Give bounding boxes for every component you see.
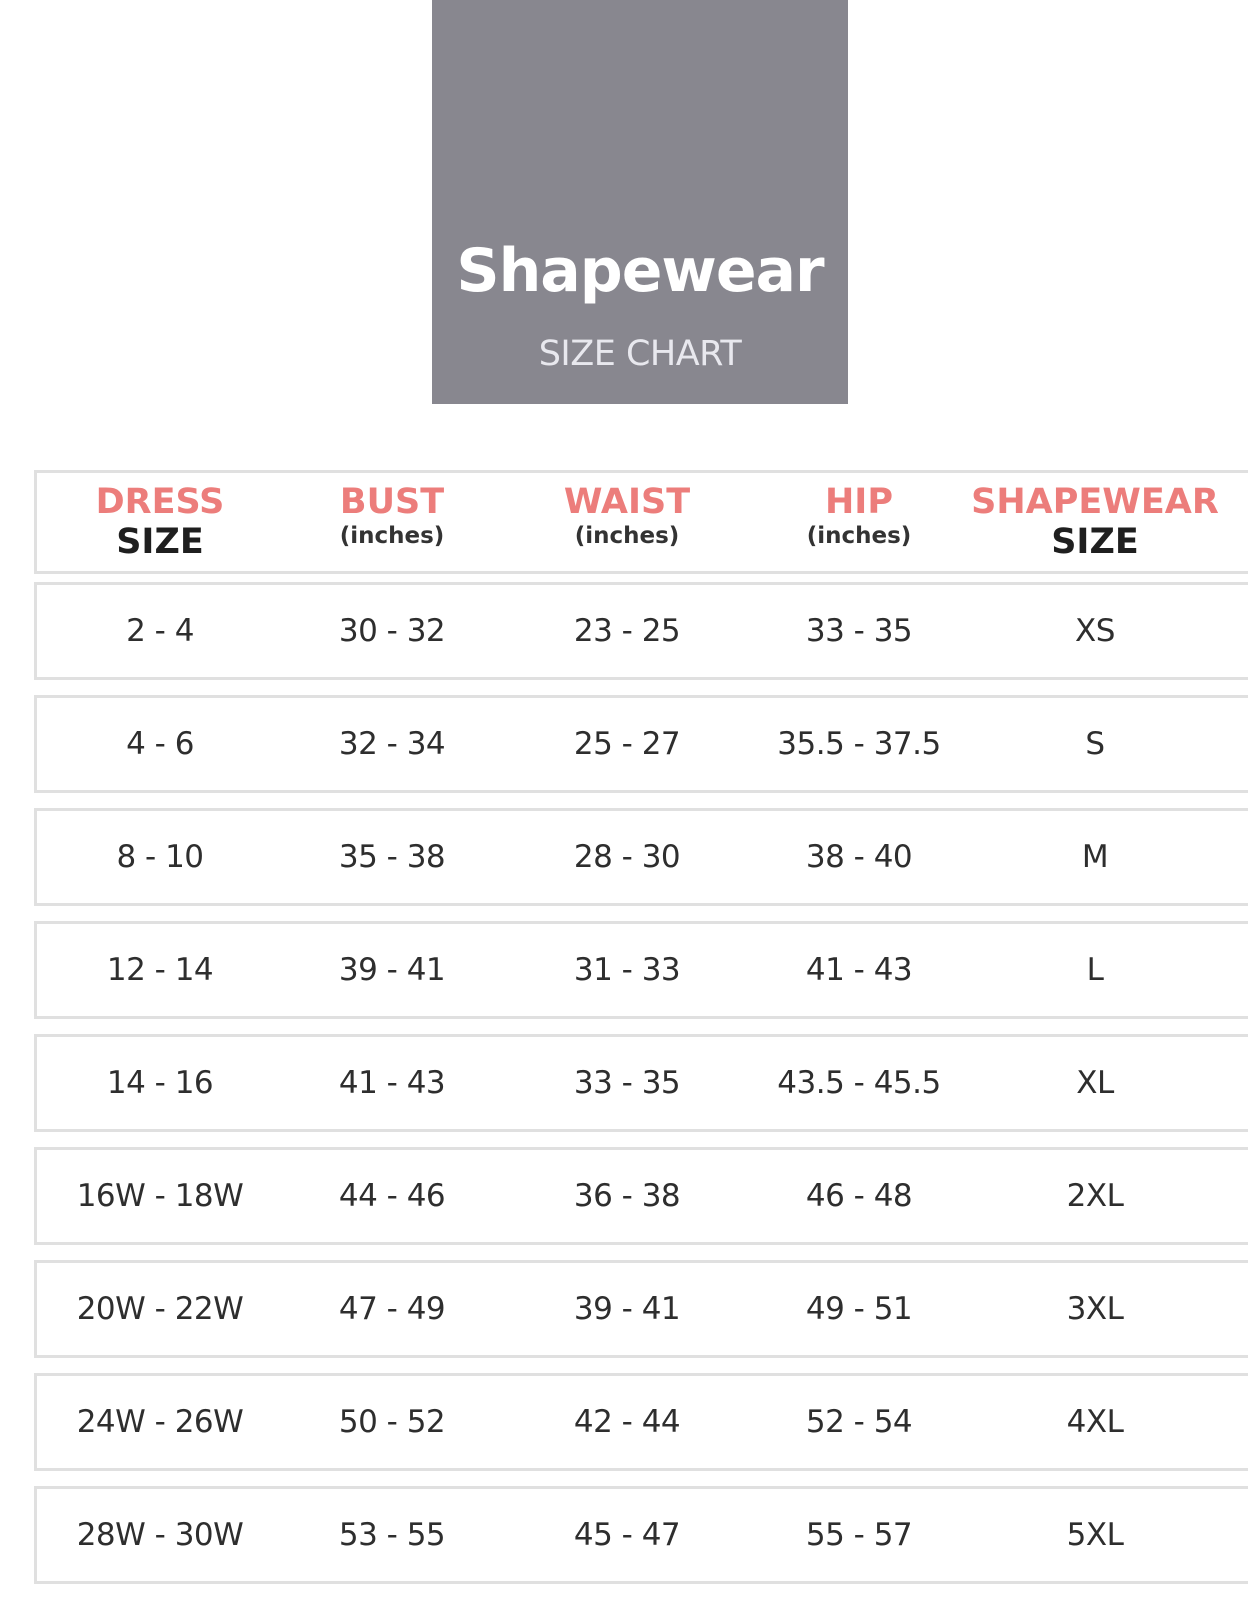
header-waist-label: WAIST [563,482,691,522]
dress-size-cell: 14 - 16 [106,1065,214,1101]
header-bust-unit: (inches) [339,523,445,549]
hip-cell: 52 - 54 [805,1404,913,1440]
table-row [34,921,1248,1019]
bust-cell: 41 - 43 [338,1065,446,1101]
size-chart-table [34,470,1248,1599]
bust-cell: 44 - 46 [338,1178,446,1214]
shapewear-size-cell: L [1086,952,1104,988]
shapewear-size-cell: S [1085,726,1105,762]
waist-cell: 36 - 38 [573,1178,681,1214]
bust-cell: 39 - 41 [338,952,446,988]
dress-size-cell: 16W - 18W [76,1178,244,1214]
hip-cell: 49 - 51 [805,1291,913,1327]
table-row [34,1260,1248,1358]
hip-cell: 35.5 - 37.5 [777,726,941,762]
table-row [34,808,1248,906]
header-shapewear-label: SHAPEWEAR [971,482,1219,522]
header-dress-size [96,473,225,571]
table-row [34,582,1248,680]
waist-cell: 28 - 30 [573,839,681,875]
header-hip-unit: (inches) [806,523,912,549]
bust-cell: 50 - 52 [338,1404,446,1440]
shapewear-size-cell: M [1081,839,1109,875]
table-row [34,1034,1248,1132]
table-row [34,695,1248,793]
dress-size-cell: 12 - 14 [106,952,214,988]
hip-cell: 38 - 40 [805,839,913,875]
header-dress-size-label: SIZE [116,522,204,562]
bust-cell: 32 - 34 [338,726,446,762]
header-bust-label: BUST [339,482,445,522]
table-header-row [34,470,1248,574]
title-banner [432,0,848,404]
dress-size-cell: 8 - 10 [116,839,204,875]
bust-cell: 30 - 32 [338,613,446,649]
dress-size-cell: 28W - 30W [76,1517,244,1553]
shapewear-size-cell: 3XL [1066,1291,1124,1327]
table-row [34,1373,1248,1471]
shapewear-size-cell: 5XL [1066,1517,1124,1553]
table-row [34,1486,1248,1584]
shapewear-size-cell: XS [1075,613,1115,649]
waist-cell: 23 - 25 [573,613,681,649]
waist-cell: 25 - 27 [573,726,681,762]
waist-cell: 31 - 33 [573,952,681,988]
waist-cell: 42 - 44 [573,1404,681,1440]
header-dress-label: DRESS [95,482,225,522]
dress-size-cell: 24W - 26W [76,1404,244,1440]
header-shapewear-size [971,473,1219,571]
hip-cell: 55 - 57 [805,1517,913,1553]
shapewear-size-cell: 4XL [1066,1404,1124,1440]
waist-cell: 39 - 41 [573,1291,681,1327]
header-shapewear-size-label: SIZE [1051,522,1139,562]
header-waist-unit: (inches) [574,523,680,549]
hip-cell: 33 - 35 [805,613,913,649]
shapewear-size-cell: 2XL [1066,1178,1124,1214]
waist-cell: 45 - 47 [573,1517,681,1553]
dress-size-cell: 2 - 4 [126,613,194,649]
header-waist [564,473,690,571]
hip-cell: 41 - 43 [805,952,913,988]
bust-cell: 47 - 49 [338,1291,446,1327]
header-hip-label: HIP [825,482,893,522]
dress-size-cell: 20W - 22W [76,1291,244,1327]
hip-cell: 46 - 48 [805,1178,913,1214]
shapewear-size-cell: XL [1076,1065,1114,1101]
waist-cell: 33 - 35 [573,1065,681,1101]
page-title: Shapewear [456,236,824,306]
dress-size-cell: 4 - 6 [126,726,194,762]
bust-cell: 35 - 38 [338,839,446,875]
hip-cell: 43.5 - 45.5 [777,1065,941,1101]
page-subtitle: SIZE CHART [538,334,742,374]
header-hip [807,473,912,571]
bust-cell: 53 - 55 [338,1517,446,1553]
header-bust [340,473,445,571]
table-row [34,1147,1248,1245]
